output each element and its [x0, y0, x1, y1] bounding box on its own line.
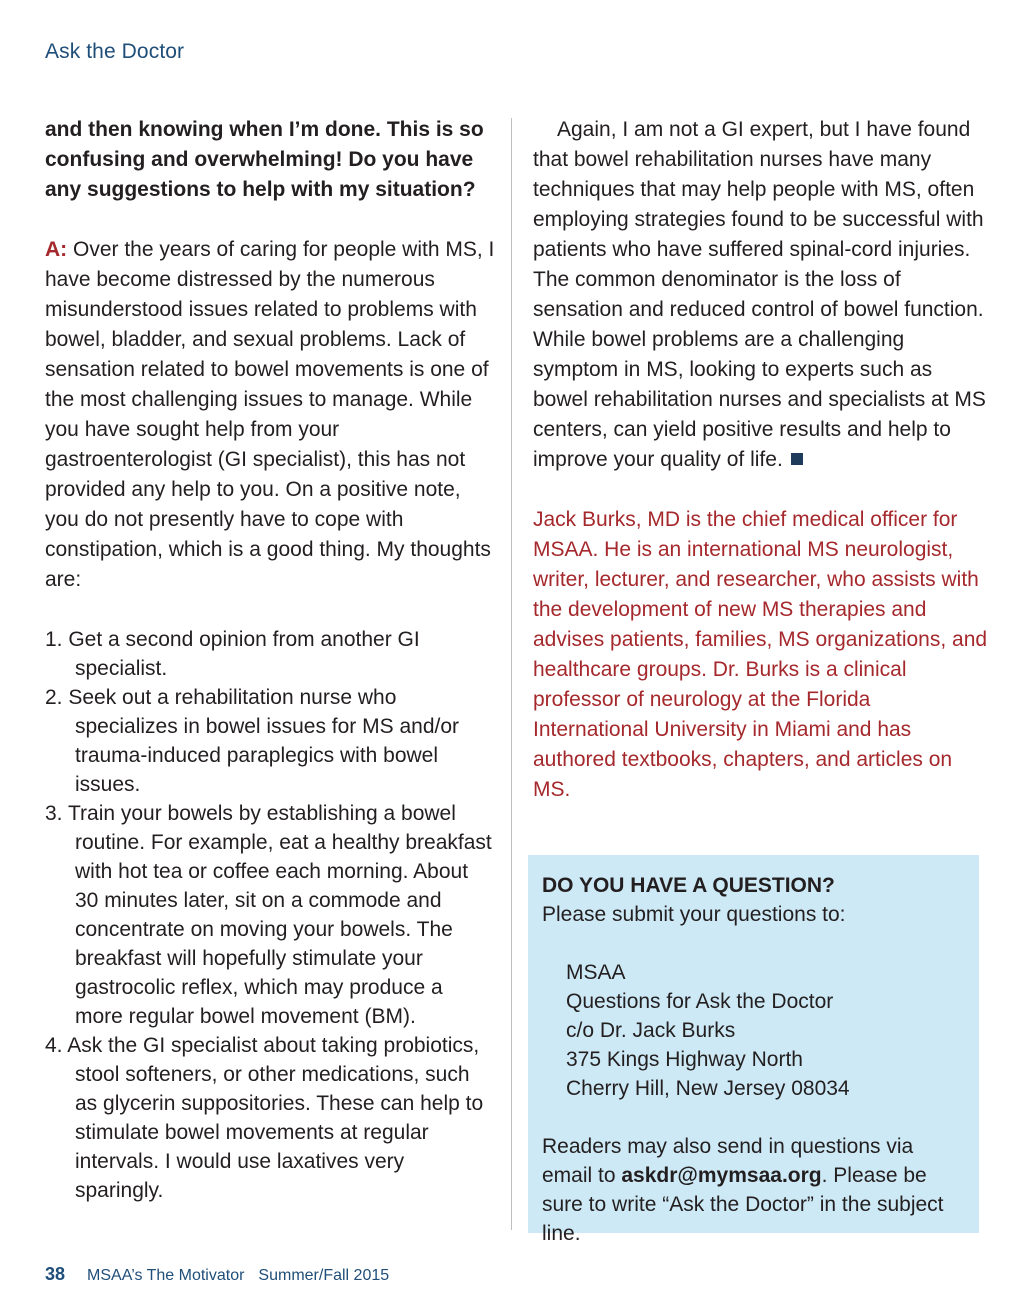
- question-submission-box: [528, 855, 979, 1245]
- publication-name: MSAA’s The Motivator: [87, 1267, 245, 1284]
- advice-list: [45, 625, 495, 1205]
- list-item: 4. Ask the GI specialist about taking probiotics, stool softeners, or other medications, such as glycerin suppositories. These can help to stimulate bowel movements at regular intervals. I would use laxatives very sparingly.: [45, 1034, 484, 1202]
- answer-label: A:: [45, 238, 68, 261]
- email-address-link[interactable]: askdr@mymsaa.org: [621, 1164, 822, 1187]
- closing-text: Again, I am not a GI expert, but I have found that bowel rehabilitation nurses have many techniques that may help people with MS, often employing strategies found to be successful with patients who have suffered spinal-cord injuries. The common denominator is the loss of sensation and reduced control of bowel function. While bowel problems are a challenging symptom in MS, looking to experts such as bowel rehabilitation nurses and specialists at MS centers, can yield positive results and help to improve your quality of life.: [533, 118, 986, 471]
- mailing-address: [566, 958, 965, 1103]
- answer-text: Over the years of caring for people with MS, I have become distressed by the numerous misunderstood issues related to problems with bowel, bladder, and sexual problems. Lack of sensation related to bowel movements is one of the most challenging issues to manage. While you have sought help from your gastroenterologist (GI specialist), this has not provided any help to you. On a positive note, you do not presently have to cope with constipation, which is a good thing. My thoughts are:: [45, 238, 495, 591]
- list-item: 1. Get a second opinion from another GI specialist.: [45, 628, 420, 680]
- list-item: 3. Train your bowels by establishing a bowel routine. For example, eat a healthy breakfast with hot tea or coffee each morning. About 30 minutes later, sit on a commode and concentrate on moving your bowels. The breakfast will hopefully stimulate your gastrocolic reflex, which may produce a more regular bowel movement (BM).: [45, 802, 492, 1028]
- answer-paragraph: [45, 235, 495, 595]
- column-divider: [511, 118, 512, 1230]
- left-column: [45, 115, 495, 1205]
- closing-paragraph: [533, 115, 988, 475]
- email-note: [542, 1132, 965, 1248]
- section-title: Ask the Doctor: [45, 40, 185, 63]
- question-box-heading: DO YOU HAVE A QUESTION?: [542, 874, 835, 897]
- end-of-article-square-icon: [791, 453, 803, 465]
- email-prefix: Readers may also send in questions via email to: [542, 1135, 914, 1187]
- page-footer: [45, 1264, 389, 1285]
- page-number: 38: [45, 1264, 66, 1284]
- question-text: and then knowing when I’m done. This is so confusing and overwhelming! Do you have any suggestions to help with my situation?: [45, 118, 484, 201]
- issue-date: Summer/Fall 2015: [258, 1267, 390, 1284]
- list-item: 2. Seek out a rehabilitation nurse who specializes in bowel issues for MS and/or trauma-induced paraplegics with bowel issues.: [45, 686, 460, 796]
- address-line: c/o Dr. Jack Burks: [566, 1019, 736, 1042]
- question-box-intro: Please submit your questions to:: [542, 903, 846, 926]
- address-line: Cherry Hill, New Jersey 08034: [566, 1077, 850, 1100]
- address-line: MSAA: [566, 961, 626, 984]
- address-line: Questions for Ask the Doctor: [566, 990, 834, 1013]
- right-column: [533, 115, 988, 805]
- email-suffix: . Please be sure to write “Ask the Doctor” in the subject line.: [542, 1164, 944, 1245]
- author-bio: Jack Burks, MD is the chief medical officer for MSAA. He is an international MS neurologist, writer, lecturer, and researcher, who assists with the development of new MS therapies and advises patients, families, MS organizations, and healthcare groups. Dr. Burks is a clinical professor of neurology at the Florida International University in Miami and has authored textbooks, chapters, and articles on MS.: [533, 508, 988, 801]
- address-line: 375 Kings Highway North: [566, 1048, 803, 1071]
